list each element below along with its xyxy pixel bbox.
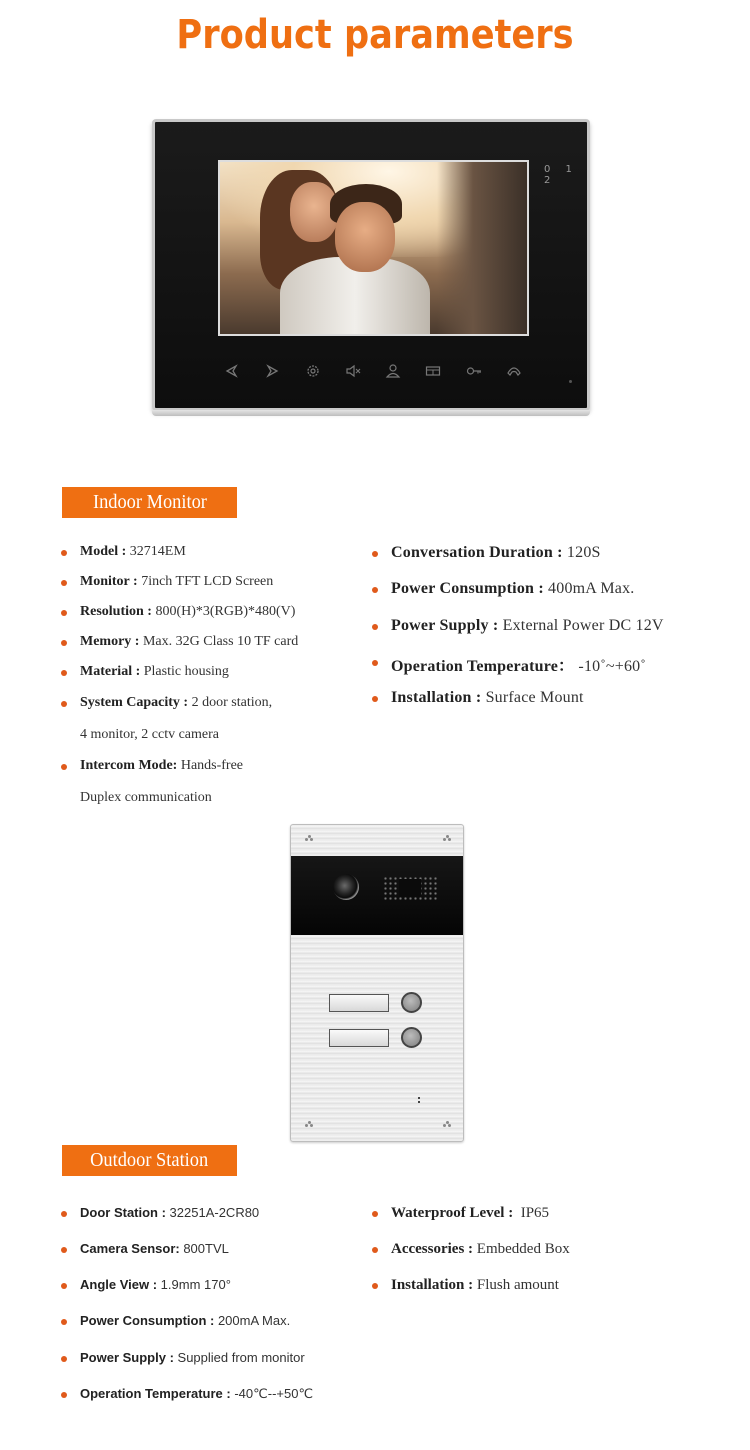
settings-icon — [304, 362, 322, 380]
spec-installation: Installation : Surface Mount — [391, 689, 584, 706]
microphone-hole — [418, 1097, 420, 1103]
volume-icon — [344, 362, 362, 380]
intercom-handset-icon — [505, 362, 523, 380]
photo-icon — [424, 362, 442, 380]
indoor-monitor-image — [152, 119, 590, 411]
spec-conversation-duration: Conversation Duration : 120S — [391, 544, 601, 561]
name-plate-1 — [329, 994, 389, 1012]
spec-material: Material : Plastic housing — [80, 664, 229, 679]
spec-accessories: Accessories : Embedded Box — [391, 1241, 570, 1257]
speaker-grille-icon — [383, 876, 437, 900]
left-arrow-icon — [223, 362, 241, 380]
camera-panel — [291, 856, 463, 935]
spec-outdoor-power-supply: Power Supply : Supplied from monitor — [80, 1350, 305, 1365]
user-icon — [384, 362, 402, 380]
spec-system-capacity-continued: 4 monitor, 2 cctv camera — [80, 727, 219, 742]
spec-power-supply: Power Supply : External Power DC 12V — [391, 617, 664, 634]
microphone-hole — [569, 380, 572, 383]
page-title: Product parameters — [176, 12, 574, 58]
unlock-key-icon — [465, 362, 483, 380]
spec-door-station: Door Station : 32251A-2CR80 — [80, 1205, 260, 1220]
spec-intercom-mode-continued: Duplex communication — [80, 790, 212, 805]
outdoor-station-heading: Outdoor Station — [62, 1145, 237, 1176]
spec-angle-view: Angle View : 1.9mm 170° — [80, 1277, 231, 1292]
monitor-touch-buttons — [223, 362, 523, 382]
outdoor-station-image — [290, 824, 464, 1142]
call-button-2 — [401, 1027, 422, 1048]
spec-camera-sensor: Camera Sensor: 800TVL — [80, 1241, 229, 1256]
name-plate-2 — [329, 1029, 389, 1047]
spec-outdoor-power-consumption: Power Consumption : 200mA Max. — [80, 1313, 291, 1328]
spec-waterproof-level: Waterproof Level : IP65 — [391, 1205, 550, 1221]
spec-model: Model : 32714EM — [80, 544, 186, 559]
spec-intercom-mode: Intercom Mode: Hands-free — [80, 758, 244, 773]
call-button-1 — [401, 992, 422, 1013]
spec-outdoor-installation: Installation : Flush amount — [391, 1277, 559, 1293]
spec-power-consumption: Power Consumption : 400mA Max. — [391, 580, 635, 597]
spec-monitor: Monitor : 7inch TFT LCD Screen — [80, 574, 274, 589]
spec-memory: Memory : Max. 32G Class 10 TF card — [80, 634, 299, 649]
spec-operation-temperature: Operation Temperature： -10˚~+60˚ — [391, 653, 646, 676]
spec-system-capacity: System Capacity : 2 door station, — [80, 695, 273, 710]
spec-resolution: Resolution : 800(H)*3(RGB)*480(V) — [80, 604, 296, 619]
spec-outdoor-operation-temperature: Operation Temperature : -40℃--+50℃ — [80, 1386, 314, 1401]
status-indicators: 0 1 2 — [544, 164, 578, 186]
right-arrow-icon — [263, 362, 281, 380]
camera-lens-icon — [333, 874, 359, 900]
monitor-screen-photo — [218, 160, 529, 336]
indoor-monitor-heading: Indoor Monitor — [62, 487, 237, 518]
